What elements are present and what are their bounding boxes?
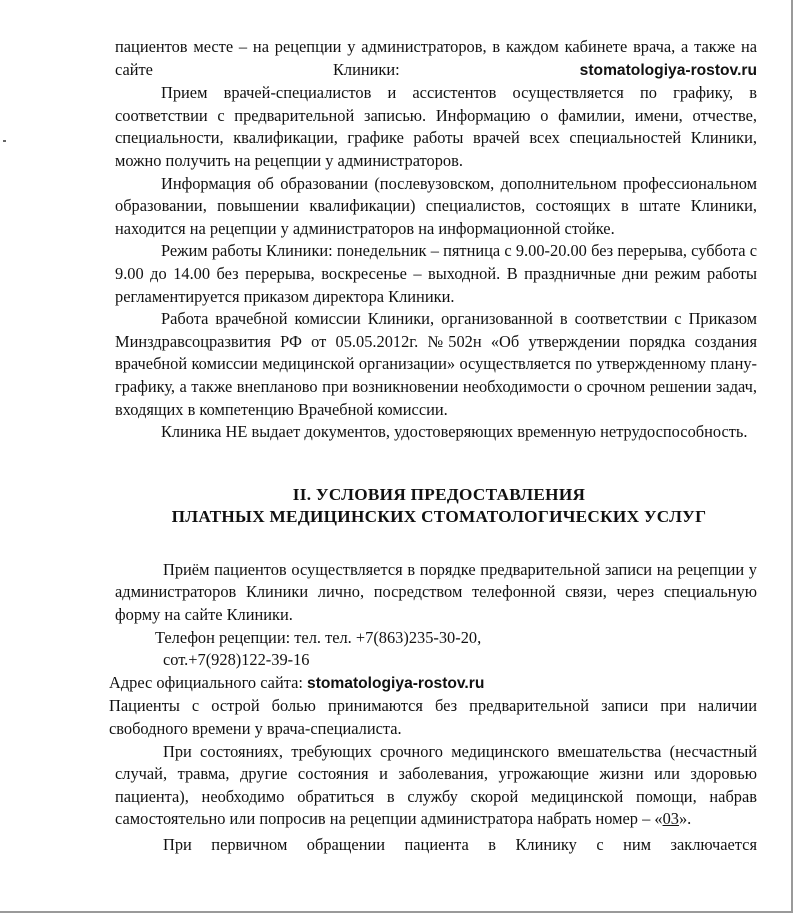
scan-mark (3, 140, 6, 142)
emergency-number: 03 (662, 809, 679, 829)
document-body (109, 36, 757, 854)
paragraph-sick-leave: Клиника НЕ выдает документов, удостоверяющих временную нетрудоспособность. (161, 422, 748, 442)
reception-mobile: сот.+7(928)122-39-16 (163, 650, 310, 670)
paragraph-education-info: Информация об образовании (послевузовском, дополнительном профессиональном образовании, повышении квалификации) специалистов, состоящих в штате Клиники, находится на рецепции у администраторов на информационной стойке. (115, 173, 757, 238)
paragraph-medical-commission: Работа врачебной комиссии Клиники, организованной в соответствии с Приказом Минздравсоцразвития РФ от 05.05.2012г. №502н «Об утверждении порядка создания врачебной комиссии медицинской организации» осуществляется по утвержденному плану-графику, а также внепланово при возникновении необходимости о срочном решении задач, входящих в компетенцию Врачебной комиссии. (115, 309, 757, 419)
cut-off-line-container (115, 834, 757, 854)
paragraph-booking: Приём пациентов осуществляется в порядке предварительной записи на рецепции у администраторов Клиники лично, посредством телефонной связи, через специальную форму на сайте Клиники. (115, 559, 757, 625)
paragraph-first-visit: При первичном обращении пациента в Клинику с ним заключается (163, 835, 757, 854)
site-link[interactable]: stomatologiya-rostov.ru (579, 61, 757, 79)
paragraph-emergency: При состояниях, требующих срочного медицинского вмешательства (несчастный случай, травма, другие состояния и заболевания, угрожающие жизни или здоровью пациента), необходимо обратиться в службу скорой медицинской помощи, набрав самостоятельно или попросив на рецепции администратора набрать номер – «03». (115, 741, 757, 829)
official-site-line: Адрес официального сайта: stomatologiya-rostov.ru (109, 672, 485, 692)
spacer (115, 529, 757, 559)
official-site-link[interactable]: stomatologiya-rostov.ru (307, 674, 485, 692)
section-heading: II. УСЛОВИЯ ПРЕДОСТАВЛЕНИЯ ПЛАТНЫХ МЕДИЦИНСКИХ СТОМАТОЛОГИЧЕСКИХ УСЛУГ (171, 484, 707, 527)
paragraph-acute-pain: Пациенты с острой болью принимаются без предварительной записи при наличии свободного времени у врача-специалиста. (109, 696, 757, 739)
reception-phone: Телефон рецепции: тел. тел. +7(863)235-30-20, (155, 627, 482, 647)
paragraph-working-hours: Режим работы Клиники: понедельник – пятница с 9.00-20.00 без перерыва, суббота с 9.00 до 14.00 без перерыва, воскресенье – выходной. В праздничные дни режим работы регламентируется приказом директора Клиники. (115, 241, 757, 306)
paragraph-appointments: Прием врачей-специалистов и ассистентов осуществляется по графику, в соответствии с предварительной записью. Информацию о фамилии, имени, отчестве, специальности, квалификации, графике работы врачей всех специальностей Клиники, можно получить на рецепции у администраторов. (115, 83, 757, 170)
spacer (115, 444, 757, 484)
paragraph-info-location: пациентов месте – на рецепции у администраторов, в каждом кабинете врача, а также на сайте Клиники: stomatologiya-rostov.ru (115, 37, 757, 79)
